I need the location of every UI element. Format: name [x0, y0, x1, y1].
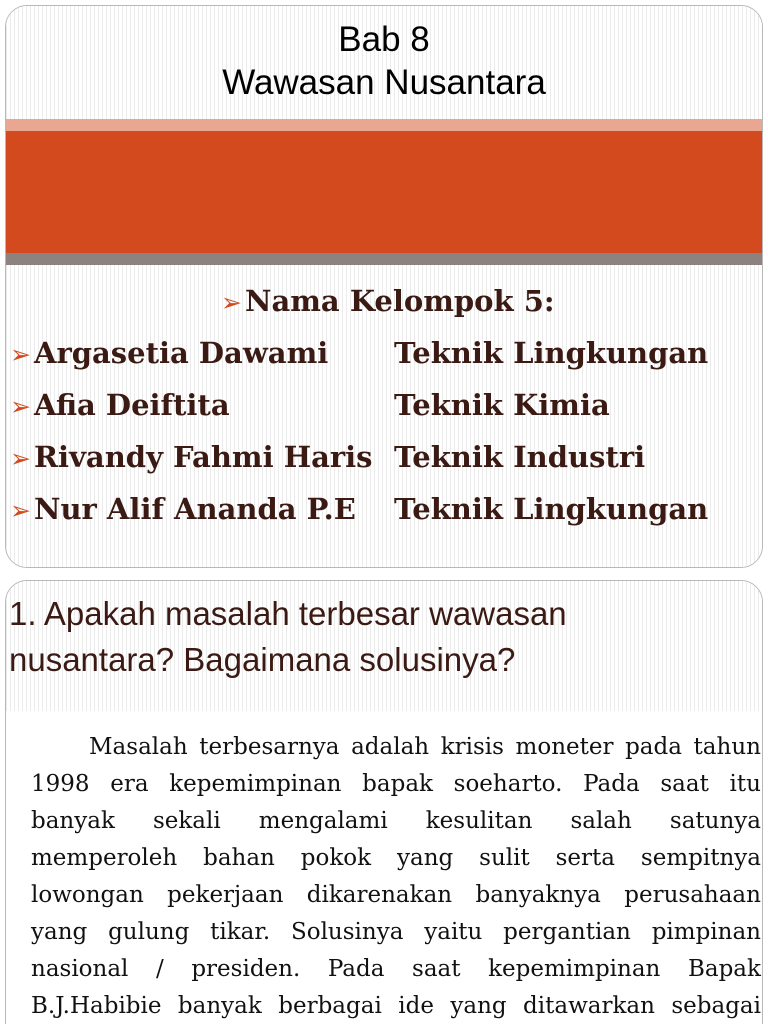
member-name: [10, 437, 373, 479]
answer-word: moneter: [515, 734, 614, 760]
member-name-text: Rivandy Fahmi Haris: [33, 440, 373, 474]
answer-word: sebagai: [671, 993, 761, 1019]
answer-word: gulung: [108, 919, 190, 945]
answer-paragraph: [31, 729, 761, 1024]
answer-word: saat: [412, 956, 461, 982]
answer-word: adalah: [351, 734, 430, 760]
answer-word: berbagai: [278, 993, 382, 1019]
group-members-area: [6, 265, 762, 568]
accent-band-orange: [6, 131, 762, 253]
answer-word: lowongan: [31, 882, 144, 908]
answer-word: presiden.: [191, 956, 301, 982]
answer-word: pekerjaan: [167, 882, 284, 908]
answer-word: Solusinya: [290, 919, 404, 945]
member-department: Teknik Kimia: [394, 388, 610, 422]
answer-word: krisis: [440, 734, 504, 760]
answer-word: banyak: [31, 808, 115, 834]
answer-word: Pada: [583, 771, 640, 797]
answer-word: terbesarnya: [199, 734, 340, 760]
answer-word: kepemimpinan: [169, 771, 342, 797]
member-name-text: Afia Deiftita: [33, 388, 230, 422]
answer-word: yang: [396, 845, 454, 871]
answer-word: pimpinan: [651, 919, 761, 945]
answer-word: tikar.: [210, 919, 271, 945]
answer-line: [31, 840, 761, 877]
answer-word: 1998: [31, 771, 90, 797]
member-department: Teknik Lingkungan: [394, 492, 709, 526]
answer-word: pokok: [300, 845, 372, 871]
question-slide: [5, 580, 763, 1024]
answer-word: salah: [570, 808, 632, 834]
answer-word: satunya: [669, 808, 761, 834]
title-area: [6, 6, 762, 119]
answer-word: Masalah: [89, 734, 188, 760]
answer-line: [31, 766, 761, 803]
answer-word: soeharto.: [453, 771, 563, 797]
member-department: Teknik Industri: [394, 440, 646, 474]
answer-word: bahan: [203, 845, 275, 871]
answer-word: banyaknya: [475, 882, 601, 908]
arrow-right-icon: ➢: [10, 340, 31, 369]
question-header: [6, 581, 762, 711]
group-heading-label: Nama Kelompok 5:: [244, 284, 555, 318]
answer-line: [31, 988, 761, 1024]
answer-word: yang: [31, 919, 88, 945]
answer-word: era: [110, 771, 149, 797]
member-department: Teknik Lingkungan: [394, 336, 709, 370]
question-line: nusantara? Bagaimana solusinya?: [9, 641, 516, 678]
answer-line: [31, 803, 761, 840]
question-title: [9, 591, 759, 683]
answer-word: pada: [625, 734, 682, 760]
answer-word: yang: [450, 993, 507, 1019]
answer-word: sekali: [152, 808, 221, 834]
answer-word: itu: [729, 771, 761, 797]
answer-line: [31, 729, 761, 766]
answer-word: Bapak: [687, 956, 761, 982]
member-name: [10, 333, 328, 375]
answer-word: banyak: [177, 993, 262, 1019]
member-row: [10, 385, 750, 425]
answer-line: [31, 914, 761, 951]
answer-line: [31, 951, 761, 988]
slide-title: [6, 18, 762, 104]
title-topic: Wawasan Nusantara: [222, 63, 546, 102]
answer-word: bapak: [362, 771, 433, 797]
arrow-right-icon: ➢: [10, 392, 31, 421]
answer-word: tahun: [693, 734, 761, 760]
answer-word: kesulitan: [425, 808, 533, 834]
answer-word: /: [156, 956, 164, 982]
answer-word: memperoleh: [31, 845, 178, 871]
answer-word: dikarenakan: [306, 882, 453, 908]
answer-word: nasional: [31, 956, 129, 982]
answer-word: sempitnya: [640, 845, 761, 871]
accent-band-light: [6, 119, 762, 131]
answer-word: ditawarkan: [523, 993, 655, 1019]
answer-word: ide: [398, 993, 434, 1019]
arrow-right-icon: ➢: [10, 496, 31, 525]
member-name-text: Nur Alif Ananda P.E: [33, 492, 356, 526]
member-row: [10, 437, 750, 477]
answer-word: saat: [660, 771, 709, 797]
answer-word: mengalami: [258, 808, 388, 834]
arrow-right-icon: ➢: [10, 444, 31, 473]
answer-word: pergantian: [503, 919, 631, 945]
answer-word: B.J.Habibie: [31, 993, 162, 1019]
answer-word: sulit: [479, 845, 530, 871]
answer-word: yaitu: [424, 919, 483, 945]
title-slide: [5, 5, 763, 568]
answer-word: Pada: [327, 956, 385, 982]
arrow-right-icon: ➢: [221, 288, 242, 317]
member-name: [10, 385, 230, 427]
question-line: 1. Apakah masalah terbesar wawasan: [9, 595, 567, 632]
group-heading: [221, 283, 555, 321]
answer-word: kepemimpinan: [488, 956, 661, 982]
answer-word: perusahaan: [624, 882, 761, 908]
member-row: [10, 489, 750, 529]
member-name-text: Argasetia Dawami: [33, 336, 329, 370]
accent-band-gray: [6, 253, 762, 265]
answer-word: serta: [555, 845, 615, 871]
answer-line: [31, 877, 761, 914]
member-name: [10, 489, 356, 531]
title-chapter: Bab 8: [338, 20, 430, 59]
member-row: [10, 333, 750, 373]
